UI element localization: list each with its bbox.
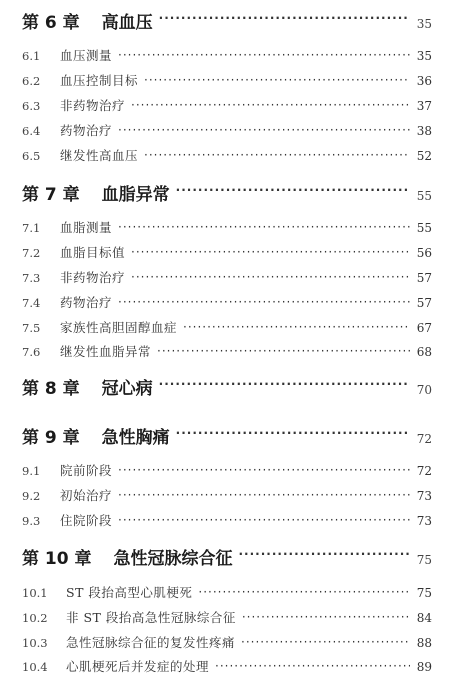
dot-leader [118, 488, 410, 501]
chapter-heading-6[interactable] [22, 8, 432, 33]
section-page-number: 89 [416, 660, 432, 674]
dot-leader [118, 463, 410, 476]
toc-entry-10-2[interactable] [22, 608, 432, 626]
section-number: 7.1 [22, 221, 41, 235]
section-page-number: 72 [416, 464, 432, 478]
section-page-number: 73 [416, 489, 432, 503]
section-title: 药物治疗 [60, 123, 113, 138]
section-title: 血压控制目标 [60, 73, 139, 88]
section-number: 10.2 [22, 611, 48, 625]
section-title: 院前阶段 [60, 463, 113, 478]
section-number: 9.3 [22, 514, 41, 528]
toc-entry-10-3[interactable] [22, 633, 432, 651]
toc-entry-6-3[interactable] [22, 96, 432, 114]
section-page-number: 68 [416, 345, 432, 359]
chapter-label: 第 10 章 [22, 549, 92, 569]
dot-leader [242, 610, 410, 623]
dot-leader [157, 344, 410, 357]
section-title: 继发性高血压 [60, 148, 139, 163]
section-number: 7.3 [22, 271, 41, 285]
section-title: 心肌梗死后并发症的处理 [66, 659, 210, 674]
dot-leader [176, 183, 410, 200]
section-page-number: 56 [416, 246, 432, 260]
chapter-title: 血脂异常 [101, 185, 170, 205]
dot-leader [215, 659, 410, 672]
toc-entry-6-4[interactable] [22, 121, 432, 139]
section-title: 家族性高胆固醇血症 [60, 320, 178, 335]
dot-leader [131, 245, 410, 258]
chapter-title: 高血压 [101, 13, 153, 33]
section-number: 7.4 [22, 296, 41, 310]
dot-leader [131, 270, 410, 283]
dot-leader [159, 11, 410, 28]
dot-leader [144, 148, 410, 161]
dot-leader [118, 48, 410, 61]
chapter-label: 第 9 章 [22, 428, 80, 448]
section-number: 6.4 [22, 124, 41, 138]
section-page-number: 88 [416, 636, 432, 650]
toc-entry-10-1[interactable] [22, 583, 432, 601]
chapter-page-number: 55 [416, 189, 432, 203]
toc-entry-9-3[interactable] [22, 511, 432, 529]
section-number: 9.1 [22, 464, 41, 478]
dot-leader [183, 320, 410, 333]
section-page-number: 55 [416, 221, 432, 235]
toc-entry-6-1[interactable] [22, 46, 432, 64]
section-page-number: 52 [416, 149, 432, 163]
dot-leader [118, 295, 410, 308]
dot-leader [239, 547, 411, 564]
dot-leader [118, 123, 410, 136]
section-number: 6.5 [22, 149, 41, 163]
dot-leader [131, 98, 410, 111]
toc-entry-6-5[interactable] [22, 146, 432, 164]
section-number: 10.3 [22, 636, 48, 650]
section-title: 血压测量 [60, 48, 113, 63]
section-number: 10.1 [22, 586, 48, 600]
section-page-number: 57 [416, 271, 432, 285]
dot-leader [176, 426, 410, 443]
section-number: 7.6 [22, 345, 41, 359]
section-page-number: 38 [416, 124, 432, 138]
section-page-number: 35 [416, 49, 432, 63]
chapter-heading-9[interactable] [22, 423, 432, 448]
toc-entry-7-3[interactable] [22, 268, 432, 286]
section-title: 初始治疗 [60, 488, 113, 503]
section-title: 血脂测量 [60, 220, 113, 235]
dot-leader [144, 73, 410, 86]
section-number: 7.5 [22, 321, 41, 335]
section-page-number: 67 [416, 321, 432, 335]
section-title: 非 ST 段抬高急性冠脉综合征 [66, 610, 236, 625]
section-page-number: 37 [416, 99, 432, 113]
section-title: 非药物治疗 [60, 270, 126, 285]
toc-entry-10-4[interactable] [22, 657, 432, 675]
toc-entry-6-2[interactable] [22, 71, 432, 89]
section-page-number: 57 [416, 296, 432, 310]
section-title: 继发性血脂异常 [60, 344, 152, 359]
section-number: 6.1 [22, 49, 41, 63]
section-title: 急性冠脉综合征的复发性疼痛 [66, 635, 236, 650]
section-title: ST 段抬高型心肌梗死 [66, 585, 193, 600]
toc-entry-7-1[interactable] [22, 218, 432, 236]
dot-leader [118, 220, 410, 233]
section-title: 非药物治疗 [60, 98, 126, 113]
section-number: 6.2 [22, 74, 41, 88]
toc-entry-7-5[interactable] [22, 318, 432, 336]
dot-leader [198, 585, 410, 598]
section-page-number: 73 [416, 514, 432, 528]
chapter-label: 第 8 章 [22, 379, 80, 399]
section-number: 10.4 [22, 660, 48, 674]
chapter-heading-7[interactable] [22, 180, 432, 205]
section-title: 住院阶段 [60, 513, 113, 528]
chapter-heading-10[interactable] [22, 544, 432, 569]
chapter-page-number: 70 [416, 383, 432, 397]
chapter-title: 冠心病 [101, 379, 153, 399]
chapter-label: 第 7 章 [22, 185, 80, 205]
toc-entry-7-4[interactable] [22, 293, 432, 311]
toc-entry-7-2[interactable] [22, 243, 432, 261]
chapter-page-number: 35 [416, 17, 432, 31]
toc-entry-9-2[interactable] [22, 486, 432, 504]
section-page-number: 84 [416, 611, 432, 625]
chapter-heading-8[interactable] [22, 374, 432, 399]
section-page-number: 36 [416, 74, 432, 88]
section-title: 血脂目标值 [60, 245, 126, 260]
section-number: 9.2 [22, 489, 41, 503]
chapter-page-number: 75 [416, 553, 432, 567]
section-number: 6.3 [22, 99, 41, 113]
chapter-page-number: 72 [416, 432, 432, 446]
toc-entry-9-1[interactable] [22, 461, 432, 479]
dot-leader [118, 513, 410, 526]
chapter-label: 第 6 章 [22, 13, 80, 33]
toc-entry-7-6[interactable] [22, 342, 432, 360]
section-title: 药物治疗 [60, 295, 113, 310]
section-page-number: 75 [416, 586, 432, 600]
dot-leader [159, 377, 410, 394]
chapter-title: 急性冠脉综合征 [113, 549, 233, 569]
section-number: 7.2 [22, 246, 41, 260]
dot-leader [241, 635, 410, 648]
chapter-title: 急性胸痛 [101, 428, 170, 448]
